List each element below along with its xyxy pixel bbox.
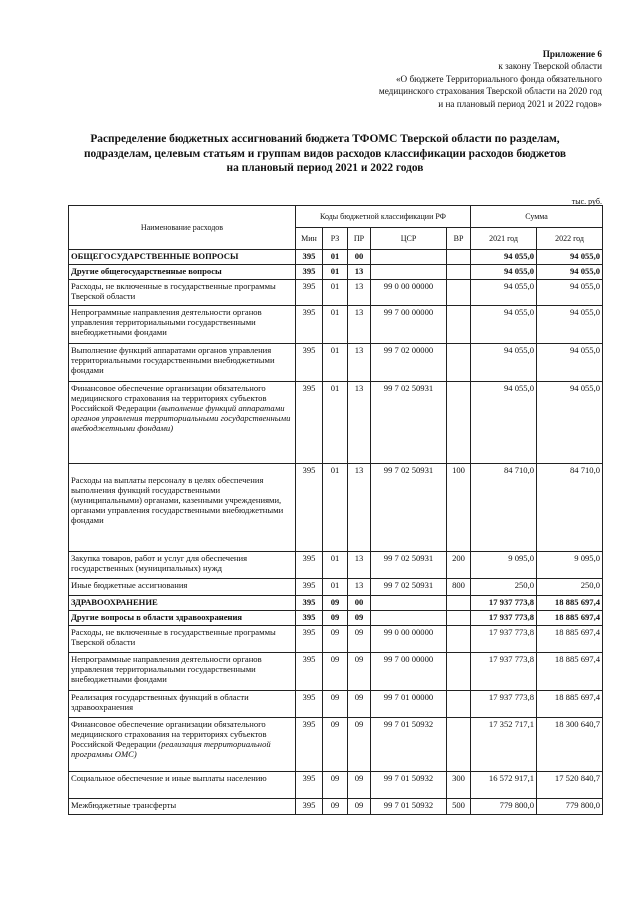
cell-csr: 99 7 02 50931	[371, 464, 447, 552]
cell-pr: 09	[348, 799, 371, 815]
cell-y2022: 94 055,0	[537, 306, 603, 344]
cell-min: 395	[296, 579, 323, 596]
cell-y2021: 94 055,0	[471, 250, 537, 265]
cell-name	[69, 344, 296, 382]
cell-pr: 09	[348, 691, 371, 718]
cell-min: 395	[296, 653, 323, 691]
row-name: Другие общегосударственные вопросы	[71, 266, 222, 276]
table-body	[69, 250, 603, 815]
cell-name	[69, 691, 296, 718]
row-name: Непрограммные направления деятельности органов управления территориальными государственными внебюджетными фондами	[71, 307, 262, 337]
cell-y2021: 94 055,0	[471, 382, 537, 464]
cell-name	[69, 799, 296, 815]
cell-name	[69, 579, 296, 596]
row-name: ОБЩЕГОСУДАРСТВЕННЫЕ ВОПРОСЫ	[71, 251, 239, 261]
appendix-line: медицинского страхования Тверской области на 2020 год	[378, 86, 602, 97]
cell-y2022: 17 520 840,7	[537, 772, 603, 799]
cell-min: 395	[296, 799, 323, 815]
cell-y2021: 17 937 773,8	[471, 653, 537, 691]
row-name: Другие вопросы в области здравоохранения	[71, 612, 243, 622]
cell-y2021: 17 937 773,8	[471, 691, 537, 718]
cell-vr: 100	[447, 464, 471, 552]
table-row	[69, 718, 603, 772]
cell-csr: 99 7 02 50931	[371, 552, 447, 579]
cell-y2022: 779 800,0	[537, 799, 603, 815]
appendix-line: «О бюджете Территориального фонда обязательного	[395, 73, 602, 84]
table-row	[69, 344, 603, 382]
table-row	[69, 799, 603, 815]
cell-vr	[447, 596, 471, 611]
cell-y2022: 18 885 697,4	[537, 653, 603, 691]
cell-y2022: 18 885 697,4	[537, 626, 603, 653]
title-line: подразделам, целевым статьям и группам видов расходов классификации расходов бюджетов	[83, 147, 567, 160]
budget-table	[68, 205, 603, 815]
appendix-block	[282, 48, 602, 110]
cell-pr: 13	[348, 280, 371, 306]
table-row	[69, 626, 603, 653]
table-row	[69, 306, 603, 344]
cell-min: 395	[296, 552, 323, 579]
cell-min: 395	[296, 280, 323, 306]
row-name: Выполнение функций аппаратами органов управления территориальными государственными внебюджетными фондами	[71, 345, 275, 375]
cell-y2022: 18 885 697,4	[537, 596, 603, 611]
table-row	[69, 653, 603, 691]
row-name: Расходы на выплаты персоналу в целях обеспечения выполнения функций государственными (муниципальными) органами, казенными учреждениями, органами управления государственными внебюджетными фондами	[71, 475, 284, 525]
cell-y2022: 250,0	[537, 579, 603, 596]
cell-rz: 09	[323, 596, 348, 611]
row-name: Непрограммные направления деятельности органов управления территориальными государственными внебюджетными фондами	[71, 654, 262, 684]
cell-name	[69, 464, 296, 552]
cell-pr: 00	[348, 250, 371, 265]
cell-pr: 13	[348, 382, 371, 464]
cell-y2022: 94 055,0	[537, 382, 603, 464]
cell-csr: 99 7 00 00000	[371, 653, 447, 691]
cell-rz: 01	[323, 250, 348, 265]
table-row	[69, 611, 603, 626]
document-title	[60, 132, 590, 176]
cell-csr: 99 7 01 50932	[371, 718, 447, 772]
cell-rz: 01	[323, 344, 348, 382]
cell-rz: 09	[323, 611, 348, 626]
table-row	[69, 596, 603, 611]
cell-y2021: 17 937 773,8	[471, 596, 537, 611]
cell-csr: 99 0 00 00000	[371, 280, 447, 306]
cell-y2022: 94 055,0	[537, 265, 603, 280]
cell-rz: 09	[323, 772, 348, 799]
cell-rz: 01	[323, 382, 348, 464]
cell-y2022: 18 885 697,4	[537, 691, 603, 718]
cell-name	[69, 250, 296, 265]
cell-vr	[447, 653, 471, 691]
header-rz: РЗ	[323, 228, 348, 250]
table-row	[69, 382, 603, 464]
cell-y2021: 250,0	[471, 579, 537, 596]
row-name: Расходы, не включенные в государственные программы Тверской области	[71, 281, 276, 301]
cell-y2022: 94 055,0	[537, 280, 603, 306]
cell-csr	[371, 611, 447, 626]
units-label: тыс. руб.	[571, 197, 602, 206]
cell-rz: 01	[323, 579, 348, 596]
header-csr: ЦСР	[371, 228, 447, 250]
cell-rz: 09	[323, 718, 348, 772]
cell-y2021: 94 055,0	[471, 280, 537, 306]
cell-csr: 99 7 02 50931	[371, 579, 447, 596]
header-codes: Коды бюджетной классификации РФ	[296, 206, 471, 228]
cell-csr: 99 7 02 50931	[371, 382, 447, 464]
title-line: Распределение бюджетных ассигнований бюджета ТФОМС Тверской области по разделам,	[90, 133, 560, 145]
cell-vr: 800	[447, 579, 471, 596]
cell-rz: 09	[323, 799, 348, 815]
cell-name	[69, 265, 296, 280]
cell-min: 395	[296, 250, 323, 265]
cell-rz: 01	[323, 306, 348, 344]
cell-csr: 99 7 00 00000	[371, 306, 447, 344]
cell-y2021: 779 800,0	[471, 799, 537, 815]
cell-name	[69, 611, 296, 626]
cell-pr: 09	[348, 653, 371, 691]
table-row	[69, 579, 603, 596]
cell-y2021: 17 352 717,1	[471, 718, 537, 772]
table-row	[69, 280, 603, 306]
cell-rz: 01	[323, 280, 348, 306]
table-row	[69, 691, 603, 718]
cell-vr	[447, 250, 471, 265]
cell-pr: 13	[348, 306, 371, 344]
cell-vr	[447, 344, 471, 382]
cell-vr	[447, 280, 471, 306]
cell-csr	[371, 265, 447, 280]
cell-min: 395	[296, 691, 323, 718]
row-note: (выполнение функций аппаратами органов управления территориальными государственными внебюджетными фондами)	[71, 403, 291, 433]
row-name: Социальное обеспечение и иные выплаты населению	[71, 773, 267, 783]
cell-min: 395	[296, 265, 323, 280]
cell-min: 395	[296, 596, 323, 611]
cell-vr: 300	[447, 772, 471, 799]
cell-pr: 09	[348, 611, 371, 626]
cell-min: 395	[296, 344, 323, 382]
cell-y2021: 17 937 773,8	[471, 626, 537, 653]
cell-pr: 13	[348, 344, 371, 382]
row-name: ЗДРАВООХРАНЕНИЕ	[71, 597, 158, 607]
table-row	[69, 464, 603, 552]
cell-pr: 13	[348, 579, 371, 596]
row-note: (реализация территориальной программы ОМС)	[71, 739, 271, 759]
row-name: Реализация государственных функций в области здравоохранения	[71, 692, 249, 712]
header-pr: ПР	[348, 228, 371, 250]
cell-csr: 99 7 01 00000	[371, 691, 447, 718]
cell-name	[69, 280, 296, 306]
cell-csr: 99 7 01 50932	[371, 772, 447, 799]
header-2021: 2021 год	[471, 228, 537, 250]
cell-vr: 500	[447, 799, 471, 815]
header-vr: ВР	[447, 228, 471, 250]
cell-csr	[371, 250, 447, 265]
table-row	[69, 772, 603, 799]
cell-min: 395	[296, 626, 323, 653]
cell-y2022: 94 055,0	[537, 344, 603, 382]
cell-pr: 09	[348, 626, 371, 653]
cell-pr: 13	[348, 464, 371, 552]
cell-rz: 01	[323, 265, 348, 280]
cell-pr: 00	[348, 596, 371, 611]
row-name: Межбюджетные трансферты	[71, 800, 177, 810]
cell-csr: 99 7 01 50932	[371, 799, 447, 815]
row-name: Финансовое обеспечение организации обязательного медицинского страхования на территориях субъектов Российской Федерации	[71, 383, 267, 413]
cell-min: 395	[296, 718, 323, 772]
table-row	[69, 552, 603, 579]
cell-min: 395	[296, 772, 323, 799]
cell-y2021: 94 055,0	[471, 306, 537, 344]
table-row	[69, 250, 603, 265]
cell-y2021: 16 572 917,1	[471, 772, 537, 799]
cell-y2022: 9 095,0	[537, 552, 603, 579]
header-sum: Сумма	[471, 206, 603, 228]
cell-y2022: 18 885 697,4	[537, 611, 603, 626]
cell-vr	[447, 718, 471, 772]
cell-y2022: 94 055,0	[537, 250, 603, 265]
cell-y2021: 94 055,0	[471, 344, 537, 382]
cell-csr: 99 0 00 00000	[371, 626, 447, 653]
cell-y2022: 18 300 640,7	[537, 718, 603, 772]
cell-csr: 99 7 02 00000	[371, 344, 447, 382]
cell-name	[69, 306, 296, 344]
cell-y2021: 9 095,0	[471, 552, 537, 579]
header-min: Мин	[296, 228, 323, 250]
cell-pr: 09	[348, 772, 371, 799]
cell-name	[69, 718, 296, 772]
cell-min: 395	[296, 464, 323, 552]
cell-vr	[447, 265, 471, 280]
cell-min: 395	[296, 611, 323, 626]
row-name: Финансовое обеспечение организации обязательного медицинского страхования на территориях субъектов Российской Федерации	[71, 719, 267, 749]
cell-vr: 200	[447, 552, 471, 579]
cell-rz: 09	[323, 653, 348, 691]
cell-vr	[447, 382, 471, 464]
cell-min: 395	[296, 382, 323, 464]
cell-name	[69, 552, 296, 579]
table-row	[69, 265, 603, 280]
cell-name	[69, 382, 296, 464]
cell-pr: 13	[348, 552, 371, 579]
cell-y2022: 84 710,0	[537, 464, 603, 552]
cell-name	[69, 653, 296, 691]
cell-pr: 13	[348, 265, 371, 280]
cell-y2021: 17 937 773,8	[471, 611, 537, 626]
cell-y2021: 84 710,0	[471, 464, 537, 552]
cell-rz: 01	[323, 552, 348, 579]
row-name: Расходы, не включенные в государственные программы Тверской области	[71, 627, 276, 647]
cell-csr	[371, 596, 447, 611]
cell-rz: 09	[323, 691, 348, 718]
appendix-line: и на плановый период 2021 и 2022 годов»	[438, 98, 602, 109]
header-2022: 2022 год	[537, 228, 603, 250]
row-name: Иные бюджетные ассигнования	[71, 580, 188, 590]
cell-rz: 01	[323, 464, 348, 552]
cell-pr: 09	[348, 718, 371, 772]
cell-vr	[447, 691, 471, 718]
row-name: Закупка товаров, работ и услуг для обеспечения государственных (муниципальных) нужд	[71, 553, 248, 573]
cell-min: 395	[296, 306, 323, 344]
title-line: на плановый период 2021 и 2022 годов	[226, 162, 424, 175]
cell-vr	[447, 306, 471, 344]
cell-vr	[447, 626, 471, 653]
cell-name	[69, 596, 296, 611]
cell-name	[69, 772, 296, 799]
appendix-title: Приложение 6	[542, 49, 602, 59]
header-name: Наименование расходов	[69, 206, 296, 250]
cell-y2021: 94 055,0	[471, 265, 537, 280]
appendix-line: к закону Тверской области	[498, 61, 602, 72]
cell-rz: 09	[323, 626, 348, 653]
cell-vr	[447, 611, 471, 626]
cell-name	[69, 626, 296, 653]
